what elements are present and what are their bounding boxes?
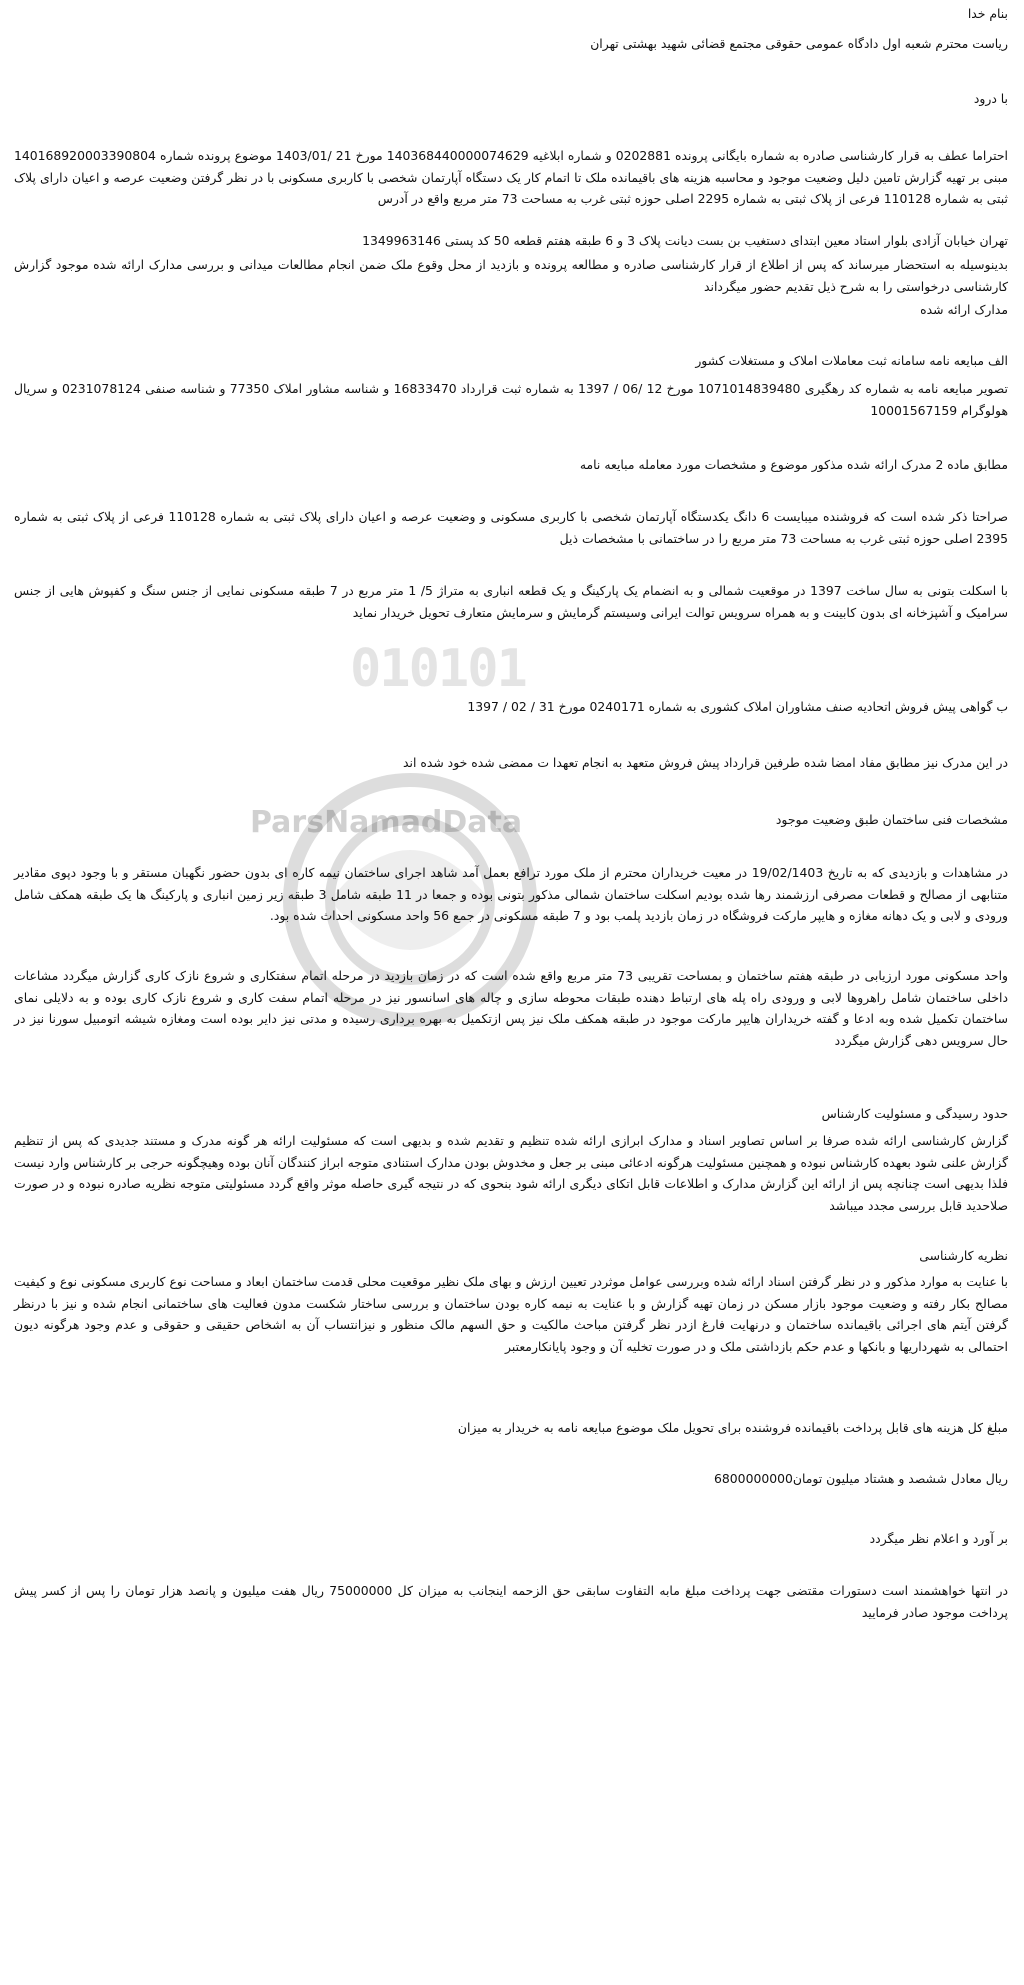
watermark-brand: ParsNamadData xyxy=(250,805,523,840)
heading-expert-opinion: نظریه کارشناسی xyxy=(919,1248,1008,1263)
addressee: ریاست محترم شعبه اول دادگاه عمومی حقوقی مجتمع قضائی شهید بهشتی تهران xyxy=(590,36,1008,51)
total-cost-amount: ریال معادل ششصد و هشتاد میلیون تومان6800000000 xyxy=(714,1471,1008,1486)
opening-invocation: بنام خدا xyxy=(967,6,1008,21)
paragraph-seller-obligation: صراحتا ذکر شده است که فروشنده میبایست 6 دانگ یکدستگاه آپارتمان شخصی با کاربری مسکونی و وضعیت عرصه و اعیان دارای پلاک ثبتی به شماره 110128 فرعی از پلاک ثبتی به شماره 2395 اصلی حوزه ثبتی غرب به مساحت 73 متر مربع را در ساختمانی با مشخصات ذیل xyxy=(14,509,1008,546)
total-cost-statement: مبلغ کل هزینه های قابل پرداخت باقیمانده فروشنده برای تحویل ملک موضوع مبایعه نامه به خریدار به میزان xyxy=(457,1420,1008,1435)
paragraph-building-specs: با اسکلت بتونی به سال ساخت 1397 در موقعیت شمالی و به انضمام یک پارکینگ و یک قطعه انباری به متراژ 5/ 1 متر مربع در 7 طبقه مسکونی نمایی از جنس سنگ و کفپوش هایی از جنس سرامیک و آشپزخانه ای بدون کابینت و به همراه سرویس توالت ایرانی وسیستم گرمایش و سرمایش متعارف تحویل خریدار نماید xyxy=(14,583,1008,620)
paragraph-reference: احتراما عطف به قرار کارشناسی صادره به شماره بایگانی پرونده 0202881 و شماره ابلاغیه 140368440000074629 مورخ 21 /1403/01 موضوع پرونده شماره 140168920003390804 مبنی بر تهیه گزارش تامین دلیل وضعیت موجود و محاسبه هزینه های باقیمانده ملک تا اتمام کار یک دستگاه آپارتمان شخصی با کاربری مسکونی با در نظر گرفتن وضعیت عرصه و اعیان دارای پلاک ثبتی به شماره 110128 فرعی از پلاک ثبتی به شماره 2295 اصلی حوزه ثبتی غرب به مساحت 73 متر مربع واقع در آدرس xyxy=(14,148,1008,206)
paragraph-opinion: با عنایت به موارد مذکور و در نظر گرفتن اسناد ارائه شده وبررسی عوامل موثردر تعیین ارزش و بهای ملک نظیر موقعیت محلی قدمت ساختمان ابعاد و مساحت نوع کاربری مسکونی نوع و کیفیت مصالح بکار رفته و وضعیت موجود بازار مسکن در زمان تهیه گزارش و با عنایت به نیمه کاره بودن ساختمان و بررسی ساختار شکست مدون فعالیت های ساختمانی انجام شده و نیز با درنظر گرفتن آیتم های اجرائی باقیمانده ساختمان و درنهایت فارغ ازدر نظر گرفتن مباحث مالکیت و حق السهم مالک منظور و نیزانتساب آن به اشخاص حقیقی و حقوقی و عدم وجود هرگونه دیون احتمالی به شهرداریها و بانکها و عدم حکم بازداشتی ملک و در صورت تخلیه آن و وجود پایانکارمعتبر xyxy=(14,1274,1008,1354)
paragraph-intro: بدینوسیله به استحضار میرساند که پس از اطلاع از قرار کارشناسی صادره و مطالعه پرونده و بازدید از محل وقوع ملک ضمن انجام مطالعات میدانی و بررسی مدارک ارائه شده موجود گزارش کارشناسی درخواستی را به شرح ذیل تقدیم حضور میگرداند xyxy=(14,257,1008,294)
heading-technical-specs: مشخصات فنی ساختمان طبق وضعیت موجود xyxy=(775,812,1008,827)
paragraph-site-visit: در مشاهدات و بازدیدی که به تاریخ 19/02/1403 در معیت خریداران محترم از ملک مورد ترافع بعمل آمد شاهد اجرای ساختمان نیمه کاره ای بدون حضور نگهبان مستقر و با وجود دپوی مقادیر متنابهی از مصالح و قطعات مصرفی ارزشمند رها شده بودیم اسکلت ساختمان شمالی مذکور بتونی بوده و جمعا در 11 طبقه شامل 3 طبقه زیر زمین انباری و پارکینگ ها یک طبقه همکف شامل ورودی و لابی و یک دهانه مغازه و هایپر مارکت فروشگاه در زمان بازدید پلمب بود و 7 طبقه مسکونی در جمع 56 واحد مسکونی احداث شده بود. xyxy=(14,865,1008,923)
greeting: با درود xyxy=(973,91,1008,106)
heading-presale-certificate: ب گواهی پیش فروش اتحادیه صنف مشاوران املاک کشوری به شماره 0240171 مورخ 31 / 02 / 1397 xyxy=(467,699,1008,714)
heading-article-2: مطابق ماده 2 مدرک ارائه شده مذکور موضوع و مشخصات مورد معامله مبایعه نامه xyxy=(579,457,1008,472)
paragraph-liability: گزارش کارشناسی ارائه شده صرفا بر اساس تصاویر اسناد و مدارک ابرازی ارائه شده تنظیم و تقدیم شده و بدیهی است که مسئولیت ارائه هر گونه مدرک و مستند جدیدی که پس از تنظیم گزارش علنی شود بعهده کارشناس نبوده و همچنین مسئولیت هرگونه ادعائی مبنی بر جعل و مخدوش بودن مدارک استنادی متوجه ابراز کنندگان آنان بوده وهیچگونه حرجی بر کارشناس وارد نیست فلذا بدیهی است چنانچه پس از ارائه این گزارش مدارک و اطلاعات قابل اتکای دیگری ارائه شود بنحوی که در نتیجه گیری حاصله موثر واقع گردد مسئولیتی متوجه نظریه صادره نبوده و در صورت صلاحدید قابل بررسی مجدد میباشد xyxy=(14,1133,1008,1213)
address-line: تهران خیابان آزادی بلوار استاد معین ابتدای دستغیب بن بست دیانت پلاک 3 و 6 طبقه هفتم قطعه 50 کد پستی 1349963146 xyxy=(362,233,1008,248)
heading-contract: الف مبایعه نامه سامانه ثبت معاملات املاک و مستغلات کشور xyxy=(695,353,1008,368)
paragraph-unit-status: واحد مسکونی مورد ارزیابی در طبقه هفتم ساختمان و بمساحت تقریبی 73 متر مربع واقع شده است که در زمان بازدید در مرحله اتمام سفتکاری و شروع نازک کاری گزارش میگردد مشاعات داخلی ساختمان شامل راهروها لابی و ورودی راه پله های ارتباط دهنده طبقات محوطه سازی و چاله های اسانسور نیز در مرحله اتمام سفت کاری و شروع نازک کاری بوده و به دلایلی نمای ساختمان تکمیل شده وبه ادعا و گفته خریداران هایپر مارکت موجود در طبقه همکف ملک نیز پس ازتکمیل به بهره برداری رسیده و مدتی نیز دایر بوده است ومغازه شیشه اتومبیل سورنا نیز در حال سرویس دهی گزارش میگردد xyxy=(14,968,1008,1048)
estimate-declaration: بر آورد و اعلام نظر میگردد xyxy=(869,1531,1008,1546)
paragraph-contract: تصویر مبایعه نامه به شماره کد رهگیری 1071014839480 مورخ 12 /06 / 1397 به شماره ثبت قرارداد 16833470 و شناسه مشاور املاک 77350 و شناسه صنفی 0231078124 و سریال هولوگرام 10001567159 xyxy=(14,381,1008,418)
watermark-digits: 010101 xyxy=(350,639,526,699)
heading-scope-liability: حدود رسیدگی و مسئولیت کارشناس xyxy=(821,1106,1008,1121)
presale-commitment: در این مدرک نیز مطابق مفاد امضا شده طرفین قرارداد پیش فروش متعهد به انجام تعهدا ت ممضی شده خود شده اند xyxy=(403,755,1008,770)
heading-documents: مدارک ارائه شده xyxy=(920,302,1008,317)
paragraph-fee-request: در انتها خواهشمند است دستورات مقتضی جهت پرداخت مبلغ مابه التفاوت سابقی حق الزحمه اینجانب به میزان کل 75000000 ریال هفت میلیون و پانصد هزار تومان را پس از کسر پیش پرداخت موجود صادر فرمایید xyxy=(14,1583,1009,1620)
